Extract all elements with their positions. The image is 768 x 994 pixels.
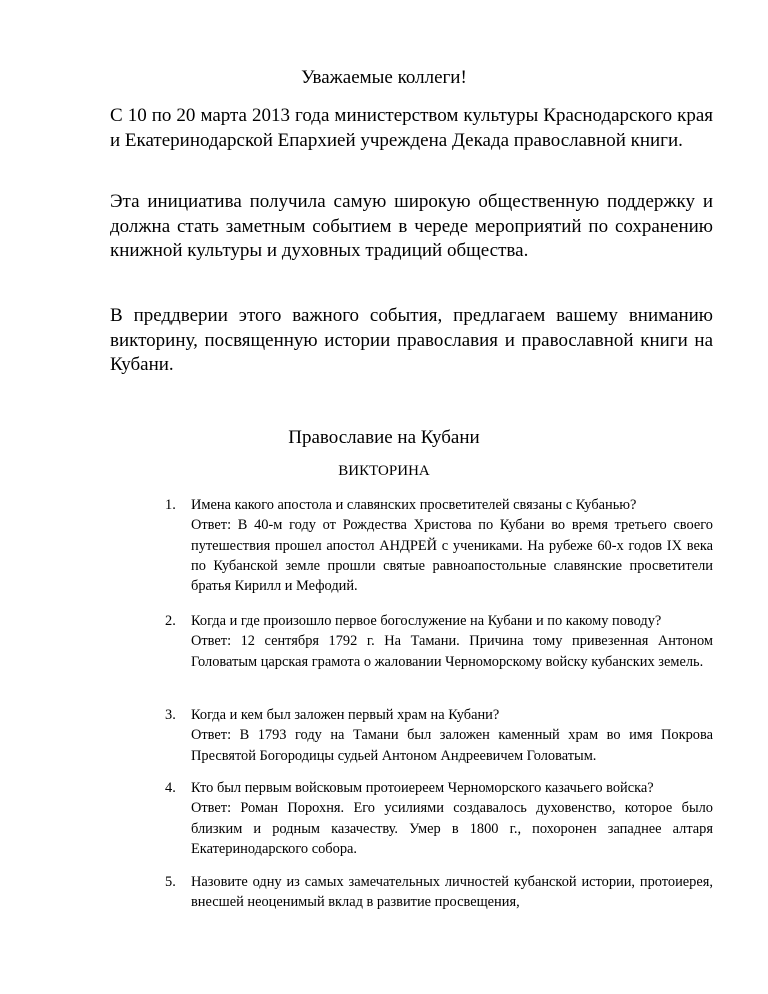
- question-text: Кто был первым войсковым протоиереем Черноморского казачьего войска?: [191, 780, 654, 796]
- question-item: [167, 705, 713, 766]
- question-number: 2.: [165, 613, 176, 629]
- quiz-subtitle: ВИКТОРИНА: [338, 463, 430, 479]
- question-number: 1.: [165, 497, 176, 513]
- question-text: Когда и где произошло первое богослужение на Кубани и по какому поводу?: [191, 613, 662, 629]
- question-text: Имена какого апостола и славянских просветителей связаны с Кубанью?: [191, 497, 637, 513]
- question-item: [167, 611, 713, 672]
- answer-text: Ответ: В 40-м году от Рождества Христова по Кубани во время третьего своего путешествия прошел апостол АНДРЕЙ с учениками. На рубеже 60-х годов IX века по Кубанской земле прошли святые равноапостольные славянские просветители братья Кирилл и Мефодий.: [191, 517, 713, 595]
- intro-paragraph: Эта инициатива получила самую широкую общественную поддержку и должна стать заметным событием в череде мероприятий по сохранению книжной культуры и духовных традиций общества.: [110, 191, 713, 261]
- question-item: [167, 872, 713, 913]
- intro-paragraph: С 10 по 20 марта 2013 года министерством культуры Краснодарского края и Екатеринодарской Епархией учреждена Декада православной книги.: [110, 105, 713, 151]
- quiz-title: Православие на Кубани: [288, 427, 480, 448]
- question-item: [167, 778, 713, 859]
- question-text: Когда и кем был заложен первый храм на Кубани?: [191, 707, 500, 723]
- question-item: [167, 495, 713, 596]
- answer-text: Ответ: В 1793 году на Тамани был заложен каменный храм во имя Покрова Пресвятой Богородицы судьей Антоном Андреевичем Головатым.: [191, 727, 713, 764]
- greeting-heading: Уважаемые коллеги!: [301, 67, 467, 88]
- question-number: 3.: [165, 707, 176, 723]
- answer-text: Ответ: Роман Порохня. Его усилиями создавалось духовенство, которое было близким и родным казачеству. Умер в 1800 г., похоронен западнее алтаря Екатеринодарского собора.: [191, 800, 713, 857]
- question-number: 5.: [165, 874, 176, 890]
- question-text: Назовите одну из самых замечательных личностей кубанской истории, протоиерея, внесшей неоценимый вклад в развитие просвещения,: [191, 874, 713, 911]
- intro-paragraph: В преддверии этого важного события, предлагаем вашему вниманию викторину, посвященную истории православия и православной книги на Кубани.: [110, 305, 713, 375]
- question-number: 4.: [165, 780, 176, 796]
- answer-text: Ответ: 12 сентября 1792 г. На Тамани. Причина тому привезенная Антоном Головатым царская грамота о жаловании Черноморскому войску кубанских земель.: [191, 633, 713, 670]
